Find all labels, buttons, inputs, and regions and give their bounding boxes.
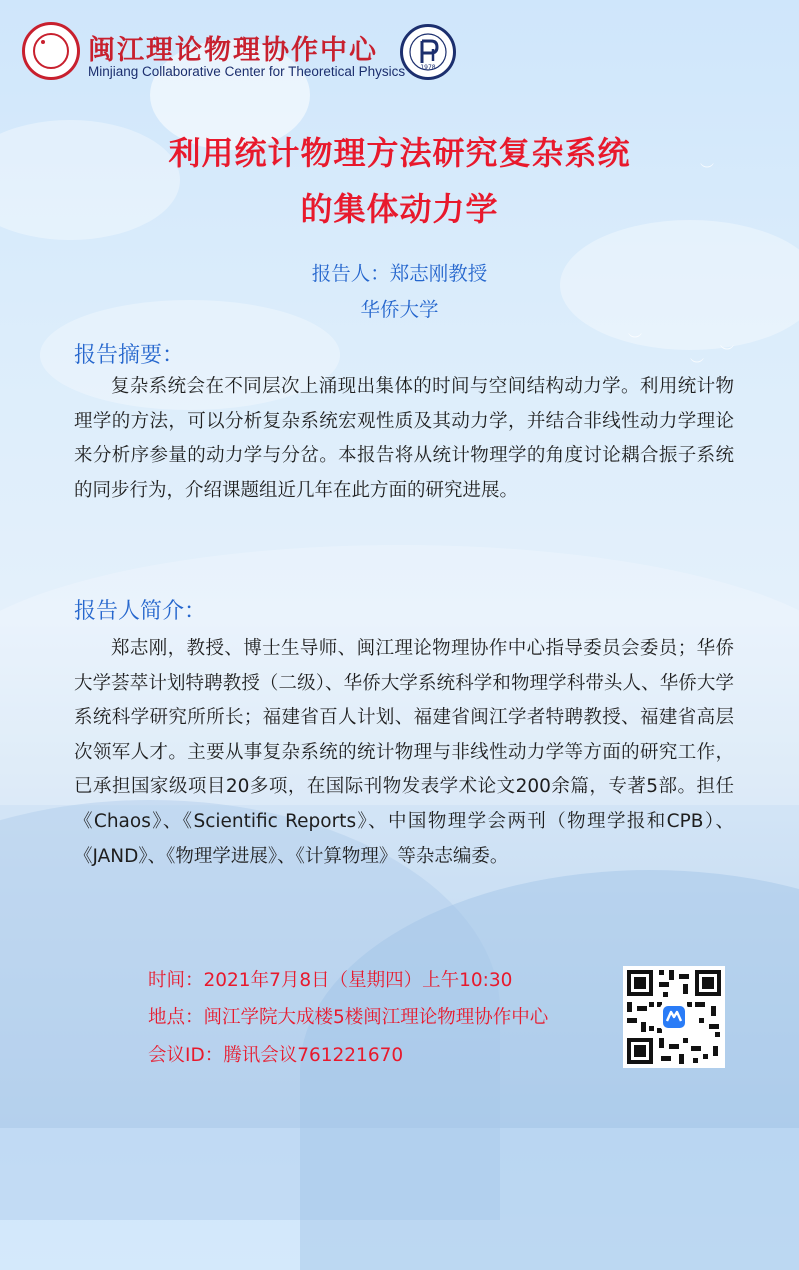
speaker-name: 报告人：郑志刚教授 [311,262,488,285]
qr-code-icon[interactable] [623,966,725,1068]
meeting-place: 地点：闽江学院大成楼5楼闽江理论物理协作中心 [148,1007,549,1028]
physics-society-logo-icon [400,24,456,80]
speaker-affiliation: 华侨大学 [360,298,439,321]
org-name-en: Minjiang Collaborative Center for Theoretical Physics [88,64,406,79]
tencent-meeting-icon [660,1003,688,1031]
abstract-heading: 报告摘要： [74,343,185,368]
org-name-cn: 闽江理论物理协作中心 [88,35,378,66]
bio-heading: 报告人简介： [74,599,207,624]
talk-title-line2: 的集体动力学 [300,190,499,228]
meeting-time: 时间：2021年7月8日（星期四）上午10:30 [148,970,513,991]
header [22,22,462,86]
bio-body: 郑志刚，教授、博士生导师、闽江理论物理协作中心指导委员会委员；华侨大学荟萃计划特聘教授（二级）、华侨大学系统科学和物理学科带头人、华侨大学系统科学研究所所长；福建省百人计划、福建省闽江学者特聘教授、福建省高层次领军人才。主要从事复杂系统的统计物理与非线性动力学等方面的研究工作，已承担国家级项目20多项，在国际刊物发表学术论文200余篇，专著5部。担任《Chaos》、《Scientific Reports》、中国物理学会两刊（物理学报和CPB）、《JAND》、《物理学进展》、《计算物理》等杂志编委。 [74,638,734,867]
logo-year: 1978 [420,64,436,71]
talk-title-line1: 利用统计物理方法研究复杂系统 [168,134,631,172]
abstract-body: 复杂系统会在不同层次上涌现出集体的时间与空间结构动力学。利用统计物理学的方法，可以分析复杂系统宏观性质及其动力学，并结合非线性动力学理论来分析序参量的动力学与分岔。本报告将从统计物理学的角度讨论耦合振子系统的同步行为，介绍课题组近几年在此方面的研究进展。 [74,376,734,501]
meeting-id: 会议ID：腾讯会议761221670 [148,1045,404,1066]
minjiang-university-logo-icon [22,22,80,80]
